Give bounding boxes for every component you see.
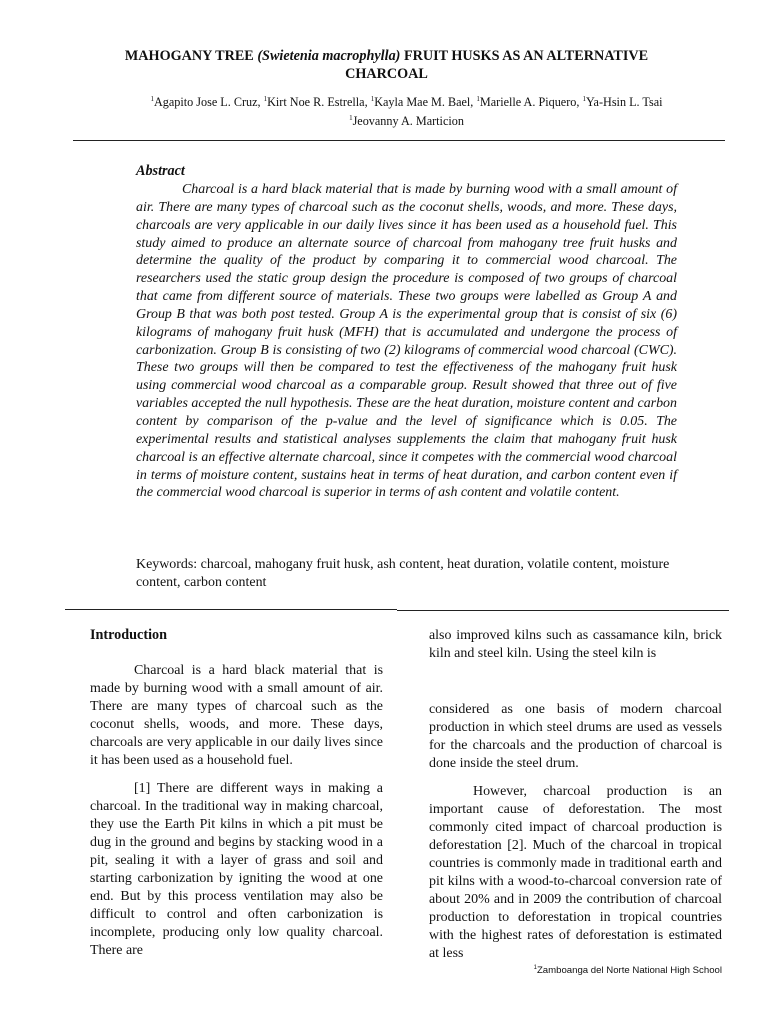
- introduction-heading: Introduction: [90, 627, 167, 643]
- author-affiliation-mark: 1: [349, 114, 353, 122]
- header-divider: [73, 140, 725, 141]
- paper-title: [110, 47, 663, 83]
- author-affiliation-mark: 1: [476, 95, 480, 103]
- title-species: (Swietenia macrophylla): [257, 48, 401, 64]
- author-affiliation-mark: 1: [150, 95, 154, 103]
- author-name: Ya-Hsin L. Tsai: [585, 95, 663, 109]
- intro-paragraph-2-text: [1] There are different ways in making a charcoal. In the traditional way in making charcoal, they use the Earth Pit kilns in which a pit must be dug in the ground and begins by stacking wood in a pit, sealing it with a layer of grass and soil and starting carbonization by igniting the wood at one end. But by this process ventilation may also be difficult to control and often carbonization is incomplete, producing only low quality charcoal. There are: [90, 781, 383, 958]
- section-divider-right: [397, 610, 729, 611]
- intro-right-paragraph-2-text: considered as one basis of modern charcoal production in which steel drums are used as vessels for the charcoals and the production of charcoal is done inside the steel drum.: [429, 702, 722, 771]
- abstract-heading: Abstract: [136, 163, 185, 179]
- author-name: Kirt Noe R. Estrella,: [267, 95, 371, 109]
- abstract-text: Charcoal is a hard black material that is made by burning wood with a small amount of air. There are many types of charcoal such as the coconut shells, woods, and more. These days, charcoals are very applicable in our daily lives since it has been used as a household fuel. This study aimed to produce an alternate source of charcoal from mahogany tree fruit husks and determine the quality of the product by comparing it to commercial wood charcoal. The researchers used the static group design the procedure is composed of two groups of charcoal that came from different source of materials. These two groups were labelled as Group A and Group B that was both post tested. Group A is the experimental group that is consist of six (6) kilograms of mahogany fruit husk (MFH) that is accumulated and undergone the process of carbonization. Group B is consisting of two (2) kilograms of commercial wood charcoal (CWC). These two groups will then be compared to test the effectiveness of the mahogany fruit husk using commercial wood charcoal as a comparable group. Result showed that three out of five variables accepted the null hypothesis. These are the heat duration, moisture content and carbon content by comparison of the p-value and the level of significance which is 0.05. The experimental results and statistical analyses supplements the claim that mahogany fruit husk charcoal is an effective alternate charcoal, since it competes with the commercial wood charcoal in terms of moisture content, sustains heat in terms of heat duration, and carbon content even if the commercial wood charcoal is superior in terms of ash content and volatile content.: [136, 182, 677, 501]
- intro-right-paragraph-2: [429, 701, 722, 773]
- intro-right-paragraph-1: [429, 627, 722, 663]
- author-affiliation-mark: 1: [263, 95, 268, 103]
- author-affiliation-mark: 1: [370, 95, 375, 103]
- author-name: Agapito Jose L. Cruz,: [153, 95, 264, 109]
- author-name: Kayla Mae M. Bael,: [374, 95, 477, 109]
- intro-right-paragraph-1-text: also improved kilns such as cassamance kiln, brick kiln and steel kiln. Using the steel kiln is: [429, 628, 722, 661]
- author-name: Jeovanny A. Marticion: [352, 114, 464, 128]
- intro-paragraph-1: [90, 662, 383, 770]
- intro-paragraph-1-text: Charcoal is a hard black material that is made by burning wood with a small amount of air. There are many types of charcoal such as the coconut shells, woods, and more. These days, charcoals are very applicable in our daily lives since it has been used as a household fuel.: [90, 663, 383, 768]
- keywords: Keywords: charcoal, mahogany fruit husk, ash content, heat duration, volatile content, moisture content, carbon content: [136, 557, 670, 590]
- intro-right-paragraph-3: [429, 783, 722, 963]
- intro-right-paragraph-3-text: However, charcoal production is an important cause of deforestation. The most commonly cited impact of charcoal production is deforestation [2]. Much of the charcoal in tropical countries is commonly made in traditional earth and pit kilns with a wood-to-charcoal conversion rate of about 20% and in 2009 the contribution of charcoal production to deforestation in tropical countries with the highest rates of deforestation is estimated at less: [429, 784, 722, 961]
- title-part-1: MAHOGANY TREE: [124, 48, 258, 64]
- author-list: [80, 91, 733, 129]
- author-name: Marielle A. Piquero,: [479, 95, 583, 109]
- affiliation-footnote: [500, 965, 722, 976]
- footnote-mark: 1: [533, 965, 537, 971]
- intro-paragraph-2: [90, 780, 383, 960]
- author-affiliation-mark: 1: [582, 95, 586, 103]
- footnote-text: Zamboanga del Norte National High School: [536, 965, 722, 976]
- section-divider-left: [65, 609, 397, 610]
- title-part-2: FRUIT HUSKS AS AN ALTERNATIVE CHARCOAL: [345, 48, 649, 82]
